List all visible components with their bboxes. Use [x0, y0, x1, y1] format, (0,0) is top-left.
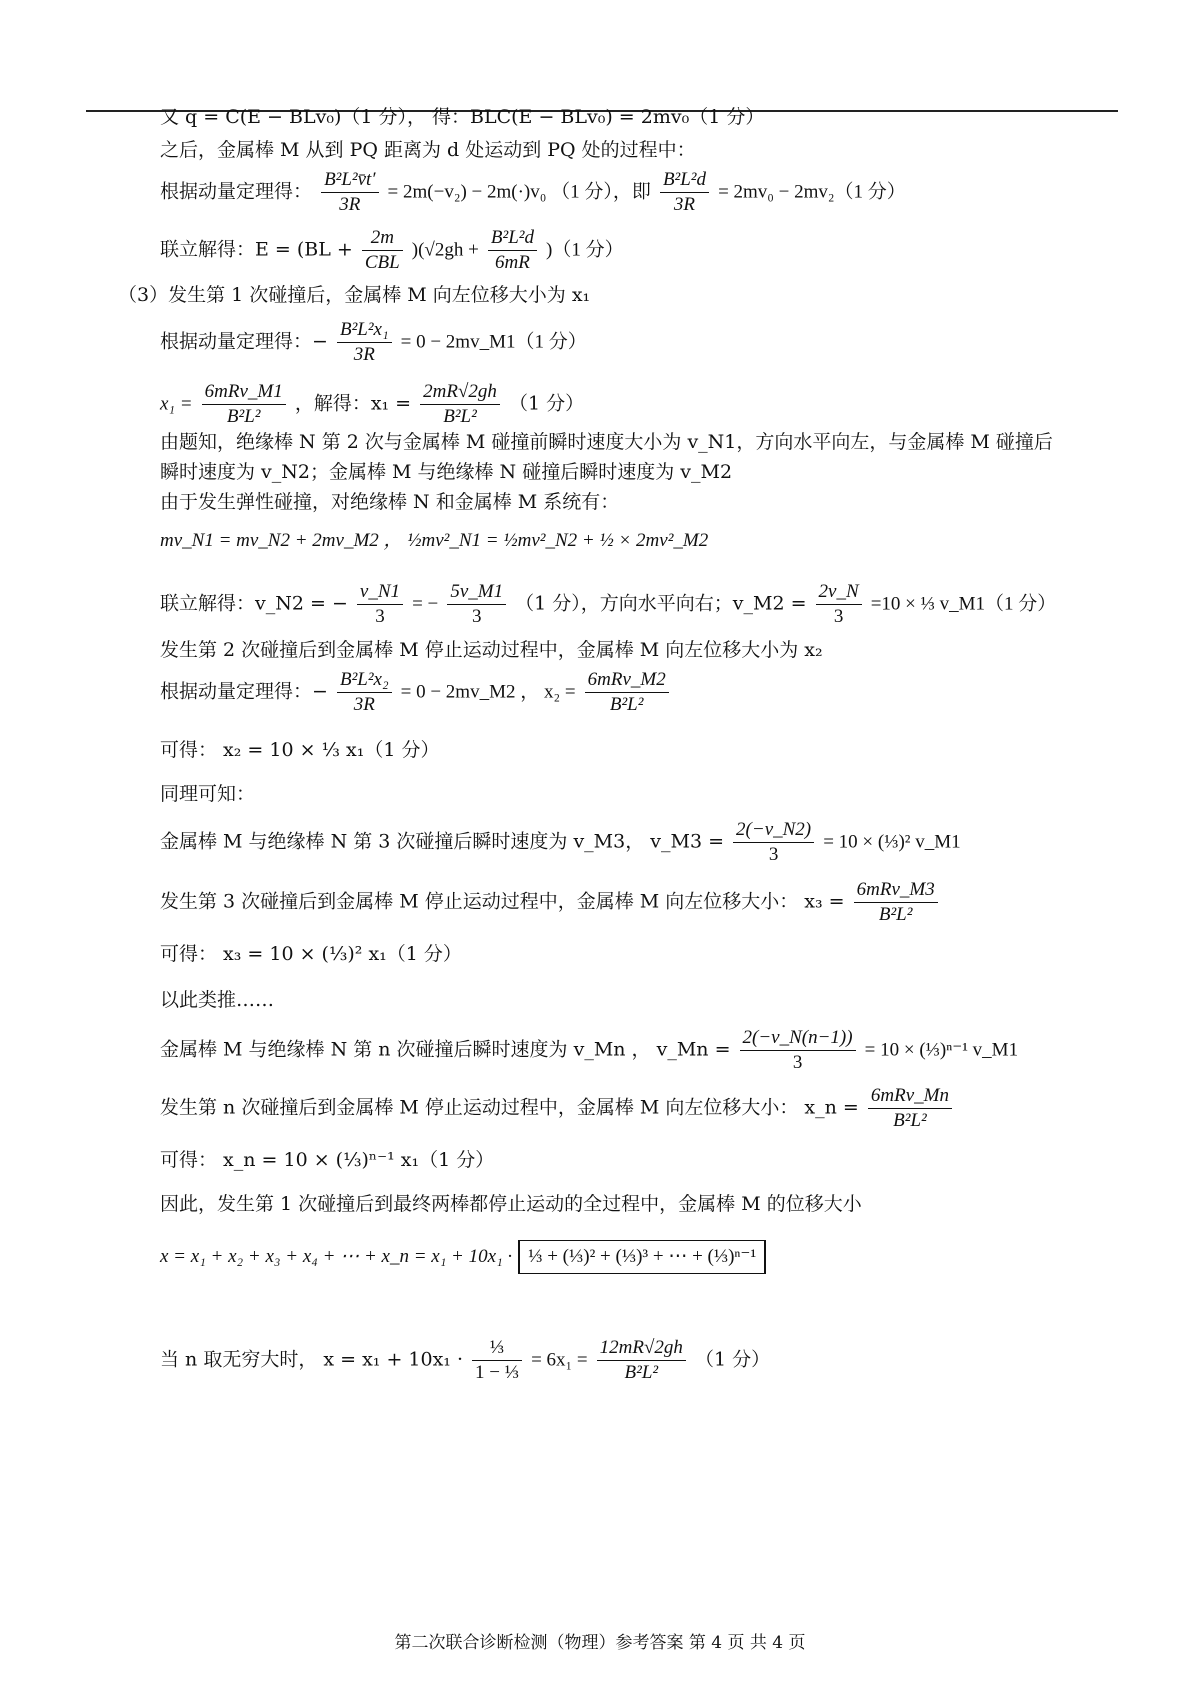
line-elastic-collision: 由于发生弹性碰撞，对绝缘棒 N 和金属棒 M 系统有： [160, 491, 620, 513]
fraction: $\frac{\text{B²L²x₁}}{3R}$ [337, 318, 392, 367]
line-second-collision: 发生第 2 次碰撞后到金属棒 M 停止运动过程中，金属棒 M 向左位移大小为 x₂ [160, 639, 823, 661]
line-third-displacement: 发生第 3 次碰撞后到金属棒 M 停止运动过程中，金属棒 M 向左位移大小： x₃ = $\frac{\text{6mRv\_M3}}{\text{B²L²}}$ [160, 878, 941, 927]
fraction: $\frac{\text{B²L²v̄t′}}{3R}$ [321, 168, 378, 217]
line-momentum-theorem-3: 根据动量定理得：− $\frac{\text{B²L²x₂}}{3R}$ = 0 − 2mv_M2 ， x₂ = $\frac{\text{6mRv\_M2}}{\text{B²L²}}$ [160, 668, 672, 717]
line-momentum-theorem-2: 根据动量定理得：− $\frac{\text{B²L²x₁}}{3R}$ = 0 − 2mv_M1（1 分） [160, 319, 587, 365]
line-infinite-limit: 当 n 取无穷大时， x = x₁ + 10x₁ · $\frac{\text{⅓}}{\text{1 − ⅓}}$ = 6x₁ = $\frac{12mR√2gh}{\text{B²L²}}$ （1 分） [160, 1337, 771, 1383]
fraction: $\frac{v\_N1}{3}$ [357, 580, 403, 629]
page-footer: 第二次联合诊断检测（物理）参考答案 第 4 页 共 4 页 [394, 1633, 806, 1653]
line-similarly: 同理可知： [160, 783, 256, 805]
fraction: $\frac{12mR√2gh}{\text{B²L²}}$ [597, 1336, 686, 1385]
fraction: $\frac{\text{B²L²d}}{6mR}$ [488, 226, 537, 275]
line-series-sum: x = x₁ + x₂ + x₃ + x₄ + ⋯ + x_n = x₁ + 10x₁ · ⅓ + (⅓)² + (⅓)³ + ⋯ + (⅓)ⁿ⁻¹ [160, 1240, 766, 1274]
line-x2-result: 可得： x₂ = 10 × ⅓ x₁（1 分） [160, 739, 440, 761]
line-x1: x₁ = $\frac{\text{6mRv\_M1}}{\text{B²L²}}$ ，解得：x₁ = $\frac{2mR√2gh}{\text{B²L²}}$ （1 分） [160, 381, 585, 427]
fraction: $\frac{\text{6mRv\_Mn}}{\text{B²L²}}$ [868, 1084, 952, 1133]
line-total-displacement-intro: 因此，发生第 1 次碰撞后到最终两棒都停止运动的全过程中，金属棒 M 的位移大小 [160, 1193, 862, 1215]
line-part3-intro: （3）发生第 1 次碰撞后，金属棒 M 向左位移大小为 x₁ [118, 284, 591, 306]
line-third-velocity: 金属棒 M 与绝缘棒 N 第 3 次碰撞后瞬时速度为 v_M3， v_M3 = $\frac{2(-v\_N2)}{3}$ = 10 × (⅓)² v_M1 [160, 819, 961, 865]
line-process-intro: 之后，金属棒 M 从到 PQ 距离为 d 处运动到 PQ 处的过程中： [160, 139, 696, 161]
line-solve-velocities: 联立解得：v_N2 = − $\frac{v\_N1}{3}$ = − $\frac{5v\_M1}{3}$ （1 分），方向水平向右；v_M2 = $\frac{2v\_N}{3}$ =10 × ⅓ v_M1（1 分） [160, 581, 1057, 627]
fraction: $\frac{5v\_M1}{3}$ [447, 580, 506, 629]
fraction: $\frac{\text{6mRv\_M2}}{\text{B²L²}}$ [585, 668, 669, 717]
line-induction: 以此类推…… [160, 989, 275, 1011]
line-nth-velocity: 金属棒 M 与绝缘棒 N 第 n 次碰撞后瞬时速度为 v_Mn ， v_Mn = $\frac{2(-v\_N(n-1))}{3}$ = 10 × (⅓)ⁿ⁻¹ v_M1 [160, 1027, 1019, 1073]
fraction: $\frac{2mR√2gh}{\text{B²L²}}$ [420, 380, 500, 429]
fraction: $\frac{2(-v\_N(n-1))}{3}$ [740, 1026, 856, 1075]
line-nth-displacement: 发生第 n 次碰撞后到金属棒 M 停止运动过程中，金属棒 M 向左位移大小： x_n = $\frac{\text{6mRv\_Mn}}{\text{B²L²}}$ [160, 1084, 955, 1133]
line-momentum-theorem-1: 根据动量定理得： $\frac{\text{B²L²v̄t′}}{3R}$ = 2m(−v₂) − 2m(·)v₀ （1 分），即 $\frac{\text{B²L²d}}{3R}$ = 2mv₀ − 2mv₂（1 分） [160, 169, 906, 215]
fraction: $\frac{2m}{\text{CBL}}$ [362, 226, 403, 275]
fraction: $\frac{\text{6mRv\_M3}}{\text{B²L²}}$ [854, 878, 938, 927]
line-solve-E: 联立解得：E = (BL + $\frac{2m}{\text{CBL}}$ )(√2gh + $\frac{\text{B²L²d}}{6mR}$ )（1 分） [160, 227, 624, 273]
line-charge-eq: 又 q = C(E − BLv₀)（1 分）， 得：BLC(E − BLv₀) = 2mv₀（1 分） [160, 106, 765, 128]
line-x3-result: 可得： x₃ = 10 × (⅓)² x₁（1 分） [160, 943, 462, 965]
line-condition-1: 由题知，绝缘棒 N 第 2 次与金属棒 M 碰撞前瞬时速度大小为 v_N1，方向水平向左，与金属棒 M 碰撞后 [160, 431, 1053, 453]
line-condition-2: 瞬时速度为 v_N2；金属棒 M 与绝缘棒 N 碰撞后瞬时速度为 v_M2 [160, 461, 733, 483]
series-bracket: ⅓ + (⅓)² + (⅓)³ + ⋯ + (⅓)ⁿ⁻¹ [518, 1240, 766, 1274]
fraction: $\frac{2v\_N}{3}$ [816, 580, 862, 629]
fraction: $\frac{\text{⅓}}{\text{1 − ⅓}}$ [472, 1336, 522, 1385]
line-conservation-eqs: mv_N1 = mv_N2 + 2mv_M2 ， ½mv²_N1 = ½mv²_N2 + ½ × 2mv²_M2 [160, 530, 709, 551]
fraction: $\frac{2(-v\_N2)}{3}$ [733, 818, 814, 867]
fraction: $\frac{\text{6mRv\_M1}}{\text{B²L²}}$ [202, 380, 286, 429]
fraction: $\frac{\text{B²L²d}}{3R}$ [660, 168, 709, 217]
line-xn-result: 可得： x_n = 10 × (⅓)ⁿ⁻¹ x₁（1 分） [160, 1149, 495, 1171]
fraction: $\frac{\text{B²L²x₂}}{3R}$ [337, 668, 392, 717]
